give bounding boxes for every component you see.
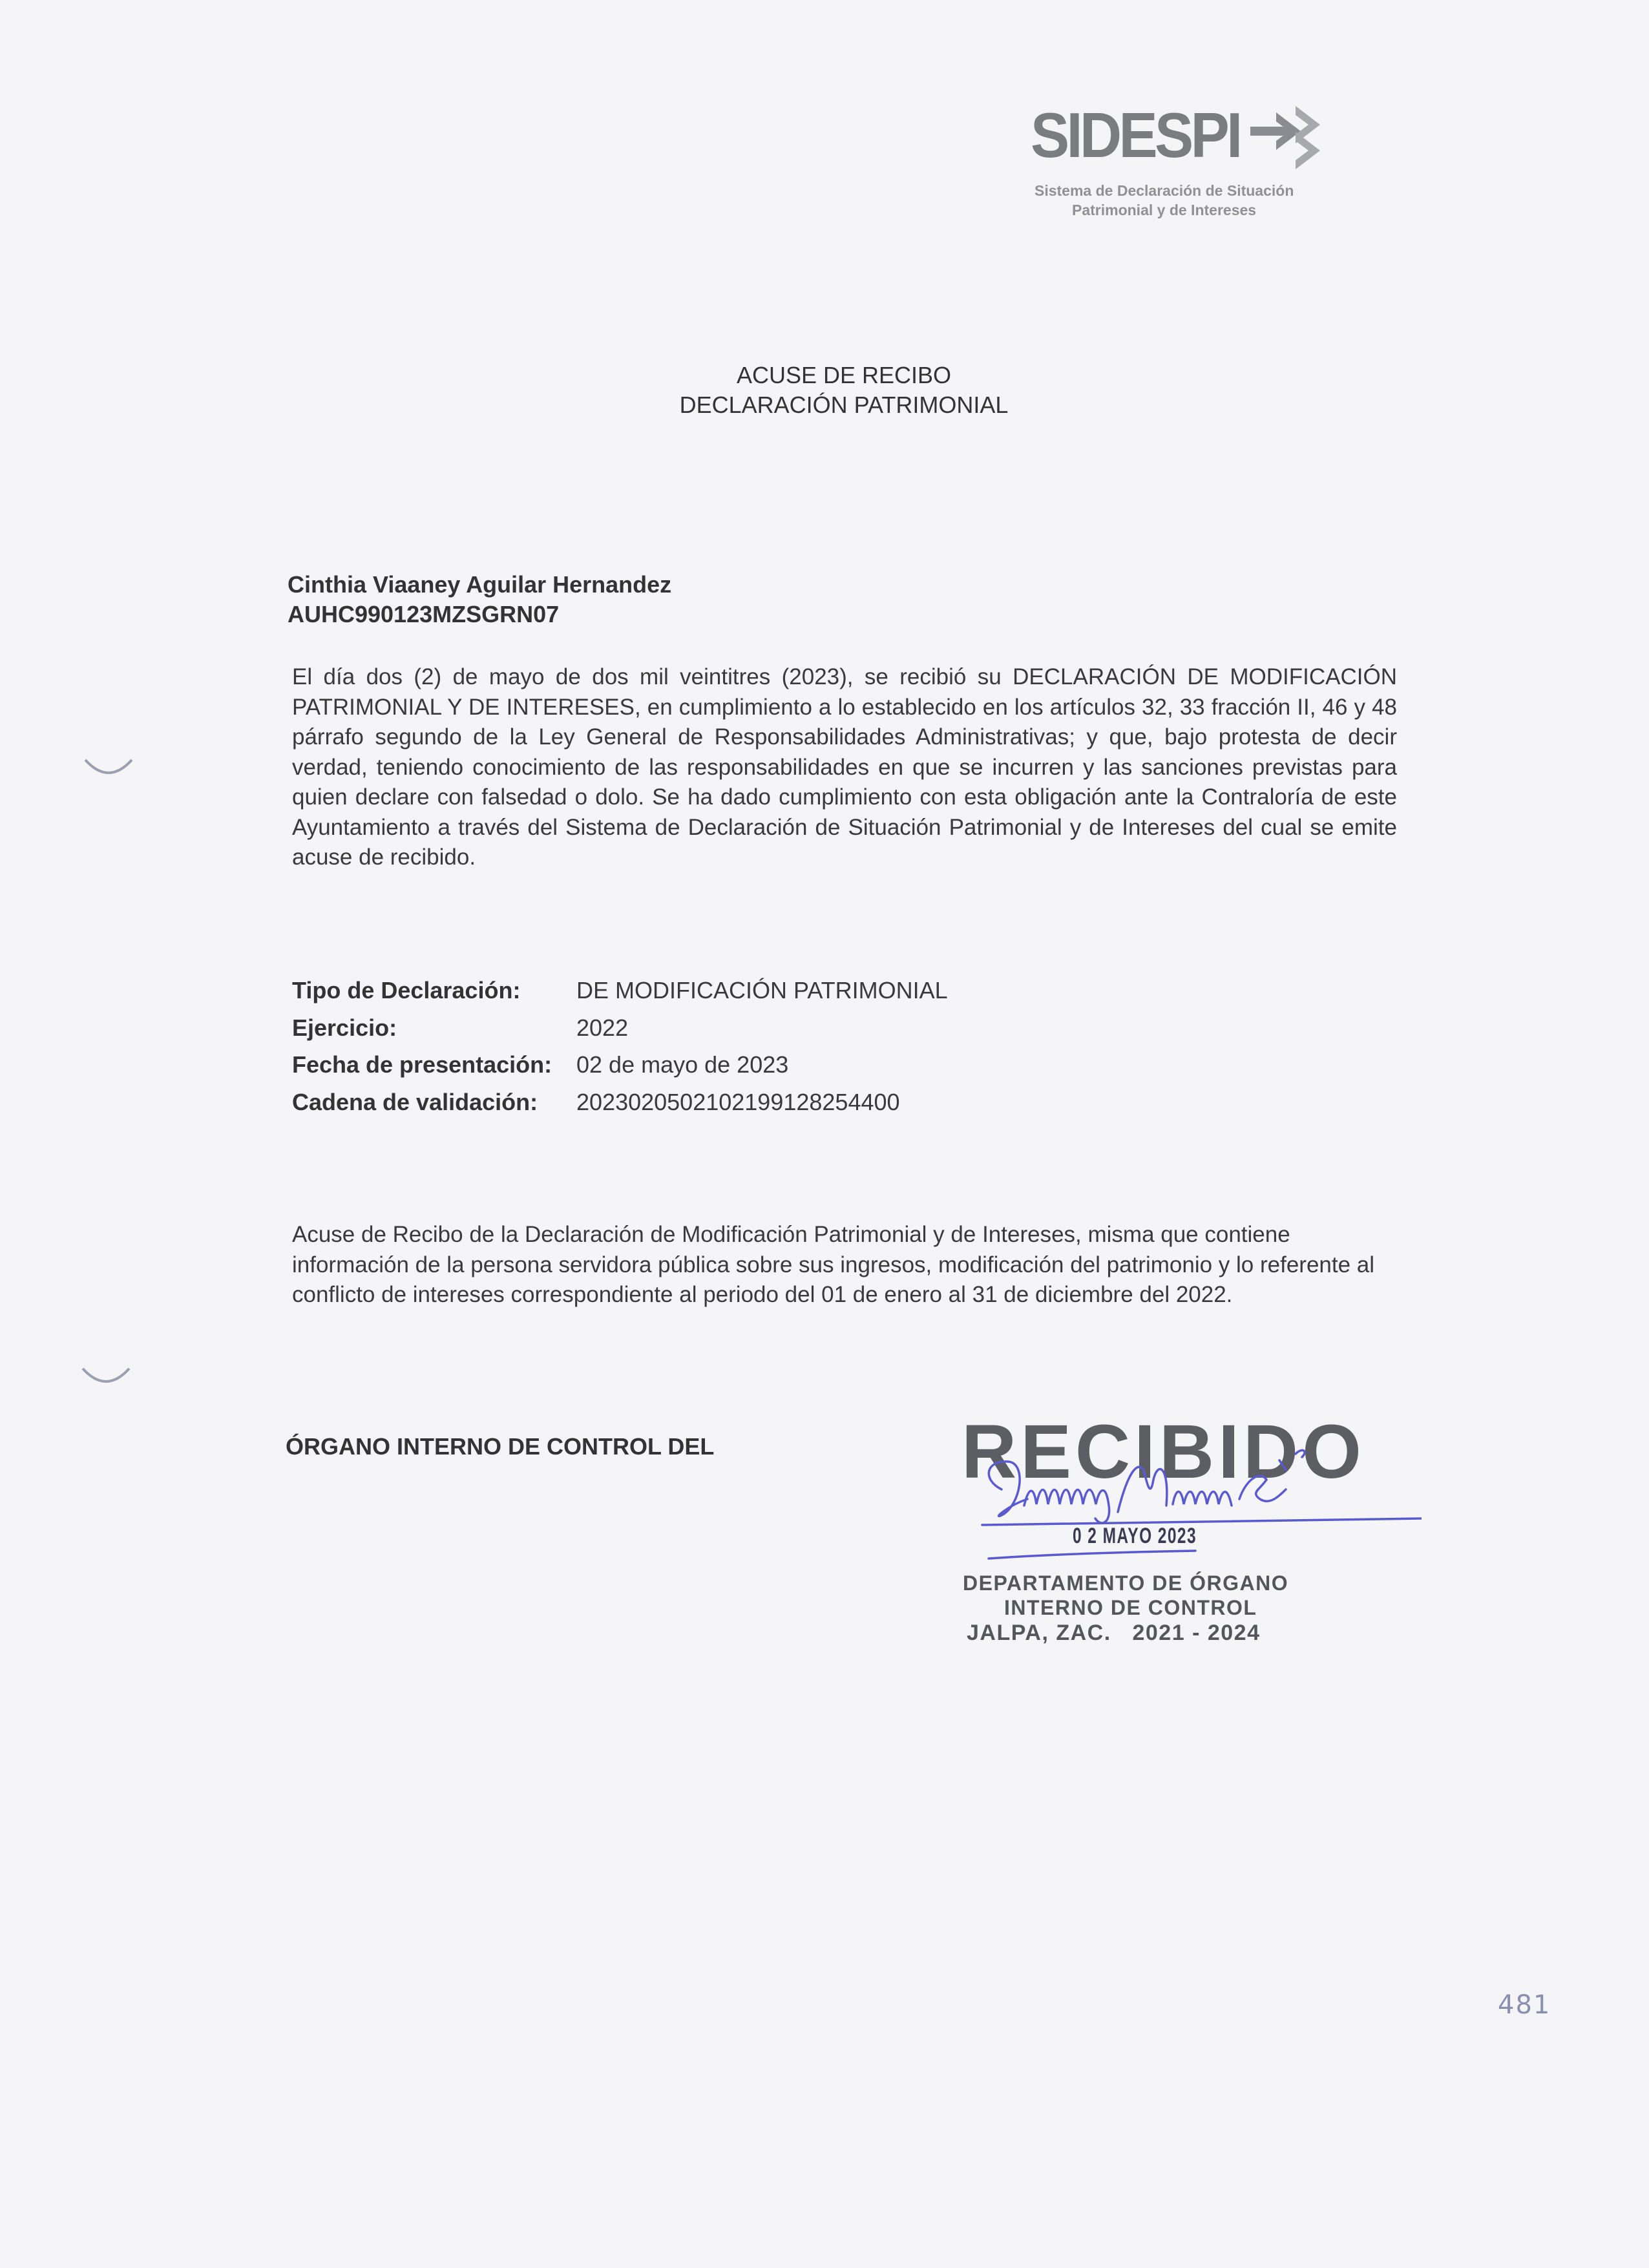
detail-label: Tipo de Declaración: <box>292 977 521 1003</box>
signature-icon <box>956 1409 1422 1577</box>
detail-label: Fecha de presentación: <box>292 1051 552 1078</box>
detail-value: 02 de mayo de 2023 <box>576 1051 789 1078</box>
stamp-location-line: JALPA, ZAC. 2021 - 2024 <box>967 1621 1261 1645</box>
stamp-date: 0 2 MAYO 2023 <box>1073 1524 1197 1548</box>
summary-paragraph: Acuse de Recibo de la Declaración de Modificación Patrimonial y de Intereses, misma que contiene información de la persona servidora pública sobre sus ingresos, modificación del patrimonio y lo referente al conflicto de intereses correspondiente al periodo del 01 de enero al 31 de diciembre del 2022. <box>292 1222 1375 1307</box>
control-office-label: ÓRGANO INTERNO DE CONTROL DEL <box>286 1433 715 1460</box>
detail-label: Ejercicio: <box>292 1014 397 1041</box>
page-number: 481 <box>1498 1990 1551 2020</box>
detail-label: Cadena de validación: <box>292 1089 538 1115</box>
sidespi-logo <box>1031 100 1341 226</box>
logo-subtitle-line1: Sistema de Declaración de Situación <box>1035 182 1294 199</box>
document-title: ACUSE DE RECIBO <box>736 362 952 388</box>
document-subtitle: DECLARACIÓN PATRIMONIAL <box>679 392 1009 418</box>
person-name: Cinthia Viaaney Aguilar Hernandez <box>288 571 672 598</box>
intro-paragraph: El día dos (2) de mayo de dos mil veintitres (2023), se recibió su DECLARACIÓN DE MODIFICACIÓN PATRIMONIAL Y DE INTERESES, en cumplimiento a lo establecido en los artículos 32, 33 fracción II, 46 y 48 párrafo segundo de la Ley General de Responsabilidades Administrativas; y que, bajo protesta de decir verdad, teniendo conocimiento de las responsabilidades en que se incurren y las sanciones previstas para quien declare con falsedad o dolo. Se ha dado cumplimiento con esta obligación ante la Contraloría de este Ayuntamiento a través del Sistema de Declaración de Situación Patrimonial y de Intereses del cual se emite acuse de recibido. <box>292 664 1397 870</box>
punch-hole-mark <box>80 1365 132 1391</box>
person-curp: AUHC990123MZSGRN07 <box>288 601 560 627</box>
received-stamp <box>956 1409 1422 1654</box>
logo-wordmark: SIDESPI <box>1031 100 1240 171</box>
detail-value: 20230205021021991282544​00 <box>576 1089 900 1115</box>
logo-subtitle-line2: Patrimonial y de Intereses <box>1072 202 1257 218</box>
detail-value: DE MODIFICACIÓN PATRIMONIAL <box>576 977 948 1003</box>
stamp-department-line1: DEPARTAMENTO DE ÓRGANO <box>963 1571 1289 1595</box>
stamp-word: RECIBIDO <box>961 1409 1365 1495</box>
double-arrow-icon <box>1250 106 1334 171</box>
detail-value: 2022 <box>576 1014 629 1041</box>
punch-hole-mark <box>83 756 134 782</box>
stamp-department-line2: INTERNO DE CONTROL <box>1004 1596 1257 1619</box>
